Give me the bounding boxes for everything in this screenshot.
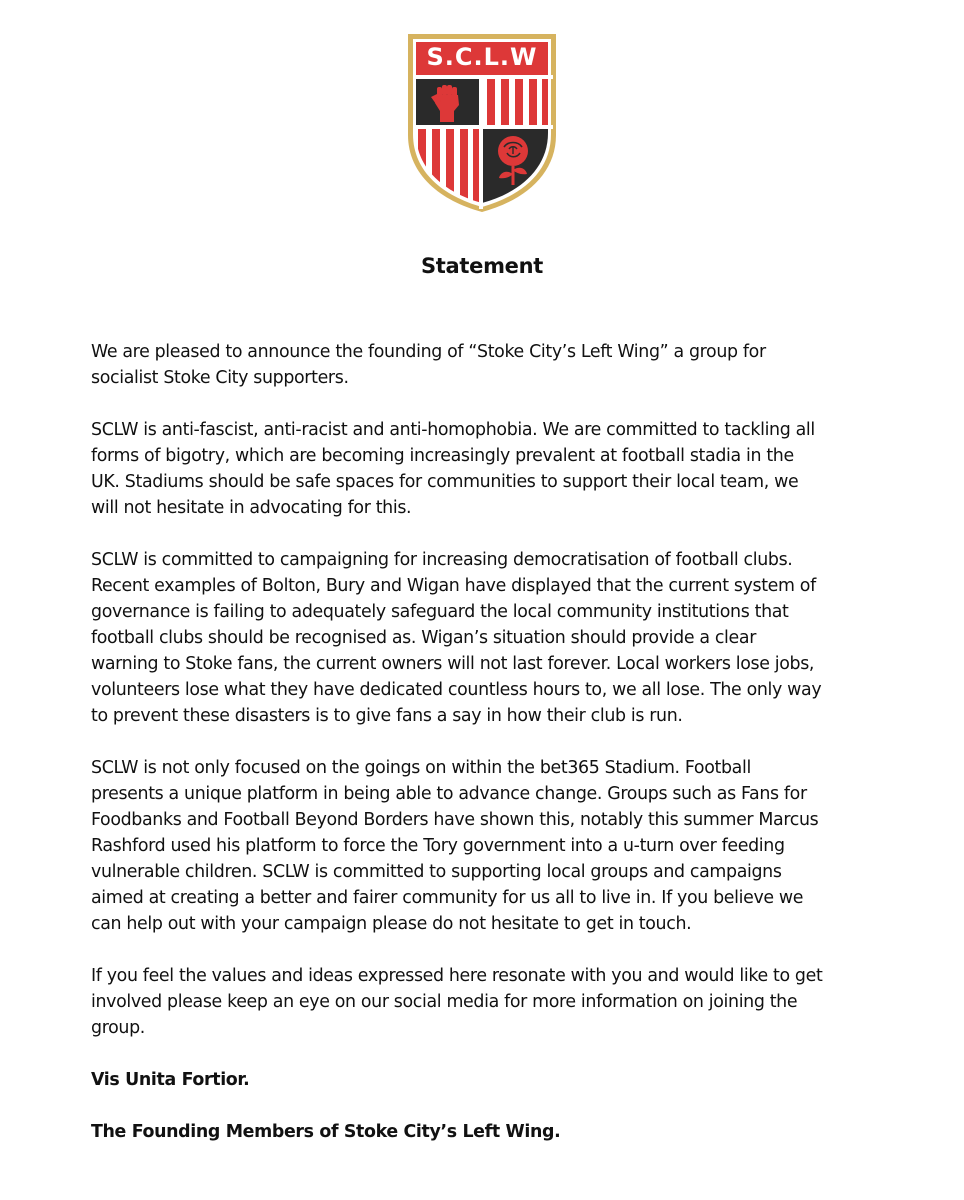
signature: The Founding Members of Stoke City’s Left Wing. [91,1122,561,1142]
text-line: Recent examples of Bolton, Bury and Wigan have displayed that the current system of [91,576,816,596]
text-line: warning to Stoke fans, the current owners will not last forever. Local workers lose jobs, [91,654,815,674]
crest-banner-text: S.C.L.W [426,43,538,71]
text-line: group. [91,1018,145,1038]
text-line: UK. Stadiums should be safe spaces for communities to support their local team, we [91,472,799,492]
text-line: volunteers lose what they have dedicated countless hours to, we all lose. The only way [91,680,822,700]
paragraph-anti-fascist [91,417,891,521]
paragraph-community [91,755,891,937]
text-line: SCLW is committed to campaigning for increasing democratisation of football clubs. [91,550,793,570]
text-line: presents a unique platform in being able to advance change. Groups such as Fans for [91,784,807,804]
text-line: will not hesitate in advocating for this. [91,498,412,518]
text-line: vulnerable children. SCLW is committed to supporting local groups and campaigns [91,862,782,882]
text-line: football clubs should be recognised as. Wigan’s situation should provide a clear [91,628,756,648]
paragraph-democratisation [91,547,891,729]
text-line: We are pleased to announce the founding of “Stoke City’s Left Wing” a group for [91,342,766,362]
text-line: Rashford used his platform to force the Tory government into a u-turn over feeding [91,836,785,856]
text-line: governance is failing to adequately safeguard the local community institutions that [91,602,789,622]
text-line: to prevent these disasters is to give fans a say in how their club is run. [91,706,683,726]
paragraph-get-involved [91,963,891,1041]
sclw-crest-icon [407,33,557,213]
sclw-crest-logo [407,33,557,213]
text-line: If you feel the values and ideas expressed here resonate with you and would like to get [91,966,823,986]
motto: Vis Unita Fortior. [91,1070,250,1090]
text-line: SCLW is anti-fascist, anti-racist and anti-homophobia. We are committed to tackling all [91,420,815,440]
page-title: Statement [420,254,544,278]
paragraph-founding [91,339,891,391]
statement-body [91,339,891,1171]
text-line: socialist Stoke City supporters. [91,368,349,388]
text-line: involved please keep an eye on our social media for more information on joining the [91,992,798,1012]
text-line: aimed at creating a better and fairer community for us all to live in. If you believe we [91,888,804,908]
text-line: forms of bigotry, which are becoming increasingly prevalent at football stadia in the [91,446,794,466]
text-line: Foodbanks and Football Beyond Borders have shown this, notably this summer Marcus [91,810,819,830]
text-line: can help out with your campaign please do not hesitate to get in touch. [91,914,692,934]
text-line: SCLW is not only focused on the goings on within the bet365 Stadium. Football [91,758,751,778]
